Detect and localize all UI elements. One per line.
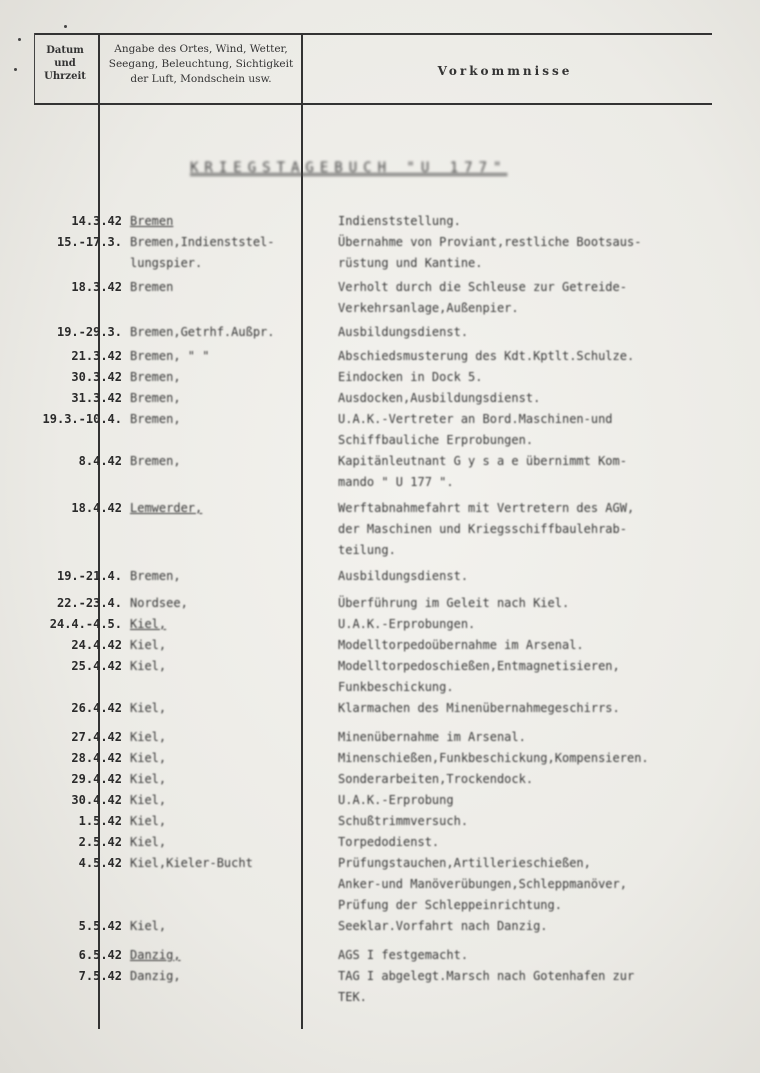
log-entries — [0, 211, 760, 1008]
entry-event-line: Schußtrimmversuch. — [338, 814, 469, 828]
entry-event-line: Indienststellung. — [338, 214, 461, 228]
entry-date: 19.-29.3. — [56, 325, 122, 339]
entry-event-line: Funkbeschickung. — [338, 680, 454, 694]
entry-place-line: Bremen, — [130, 569, 181, 583]
entry-date: 25.4.42 — [71, 659, 122, 673]
entry-date: 24.4.42 — [71, 638, 122, 652]
entry-event-line: Überführung im Geleit nach Kiel. — [338, 596, 570, 610]
entry-event — [338, 498, 748, 561]
log-entry-row — [0, 916, 760, 945]
log-entry-row — [0, 211, 760, 232]
entry-date: 4.5.42 — [78, 856, 122, 870]
entry-date: 14.3.42 — [71, 214, 122, 228]
entry-event — [338, 367, 748, 388]
entry-place — [130, 916, 305, 937]
entry-place-line: Bremen,Indienststel- — [130, 235, 275, 249]
entry-date: 8.4.42 — [78, 454, 122, 468]
entry-place-line: Kiel, — [130, 751, 167, 765]
header-top-rule — [34, 33, 712, 35]
entry-event — [338, 656, 748, 698]
entry-place — [130, 769, 305, 790]
entry-place — [130, 614, 305, 635]
entry-event-line: Anker-und Manöverübungen,Schleppmanöver, — [338, 877, 627, 891]
entry-place — [130, 409, 305, 430]
entry-event-line: U.A.K.-Erprobung — [338, 793, 454, 807]
entry-event — [338, 748, 748, 769]
log-entry-row — [0, 409, 760, 451]
entry-date: 2.5.42 — [78, 835, 122, 849]
entry-place-line: Kiel, — [130, 617, 167, 631]
entry-event-line: Ausdocken,Ausbildungsdienst. — [338, 391, 541, 405]
entry-event — [338, 698, 748, 719]
log-entry-row — [0, 593, 760, 614]
entry-place — [130, 346, 305, 367]
log-entry-row — [0, 346, 760, 367]
entry-place — [130, 832, 305, 853]
entry-event-line: Schiffbauliche Erprobungen. — [338, 433, 534, 447]
entry-event — [338, 566, 748, 587]
log-entry-row — [0, 832, 760, 853]
entry-event-line: Ausbildungsdienst. — [338, 569, 469, 583]
header-events-column: Vorkommnisse — [437, 64, 573, 78]
entry-event — [338, 451, 748, 493]
entry-event — [338, 916, 748, 937]
log-entry-row — [0, 656, 760, 698]
entry-date: 24.4.-4.5. — [49, 617, 122, 631]
entry-place — [130, 277, 305, 298]
log-entry-row — [0, 277, 760, 322]
entry-place — [130, 656, 305, 677]
log-entry-row — [0, 322, 760, 346]
entry-place-line: Danzig, — [130, 948, 181, 962]
entry-event-line: TAG I abgelegt.Marsch nach Gotenhafen zur — [338, 969, 635, 983]
entry-place — [130, 635, 305, 656]
log-entry-row — [0, 853, 760, 916]
entry-event — [338, 966, 748, 1008]
entry-place — [130, 790, 305, 811]
log-entry-row — [0, 566, 760, 593]
entry-place-line: Bremen, — [130, 412, 181, 426]
entry-event-line: Verkehrsanlage,Außenpier. — [338, 301, 519, 315]
entry-event — [338, 853, 748, 916]
entry-date: 19.-21.4. — [56, 569, 122, 583]
log-entry-row — [0, 232, 760, 277]
entry-event-line: Ausbildungsdienst. — [338, 325, 469, 339]
entry-place-line: Kiel, — [130, 659, 167, 673]
entry-event-line: Verholt durch die Schleuse zur Getreide- — [338, 280, 627, 294]
entry-place-line: Bremen,Getrhf.Außpr. — [130, 325, 275, 339]
entry-event — [338, 388, 748, 409]
entry-place-line: Kiel, — [130, 638, 167, 652]
log-entry-row — [0, 748, 760, 769]
log-entry-row — [0, 388, 760, 409]
entry-event — [338, 593, 748, 614]
entry-event-line: Kapitänleutnant G y s a e übernimmt Kom- — [338, 454, 627, 468]
entry-event — [338, 346, 748, 367]
entry-event-line: TEK. — [338, 990, 367, 1004]
entry-place — [130, 232, 305, 274]
entry-place-line: Bremen, — [130, 391, 181, 405]
entry-place — [130, 853, 305, 874]
entry-event-line: Seeklar.Vorfahrt nach Danzig. — [338, 919, 548, 933]
entry-event-line: Eindocken in Dock 5. — [338, 370, 483, 384]
entry-date: 29.4.42 — [71, 772, 122, 786]
entry-event — [338, 769, 748, 790]
margin-mark — [14, 68, 17, 71]
entry-event-line: Minenübernahme im Arsenal. — [338, 730, 526, 744]
log-entry-row — [0, 635, 760, 656]
entry-event-line: Prüfung der Schleppeinrichtung. — [338, 898, 562, 912]
entry-event-line: Übernahme von Proviant,restliche Bootsaus- — [338, 235, 642, 249]
entry-place — [130, 966, 305, 987]
entry-event-line: AGS I festgemacht. — [338, 948, 469, 962]
entry-place-line: Lemwerder, — [130, 501, 203, 515]
entry-place-line: Danzig, — [130, 969, 181, 983]
header-left-rule — [34, 33, 35, 103]
entry-date: 21.3.42 — [71, 349, 122, 363]
entry-place — [130, 211, 305, 232]
entry-place-line: Kiel, — [130, 701, 167, 715]
entry-place-line: Bremen, " " — [130, 349, 210, 363]
entry-date: 30.4.42 — [71, 793, 122, 807]
entry-event-line: Minenschießen,Funkbeschickung,Kompensieren. — [338, 751, 649, 765]
entry-event-line: rüstung und Kantine. — [338, 256, 483, 270]
entry-place-line: Kiel,Kieler-Bucht — [130, 856, 253, 870]
log-entry-row — [0, 367, 760, 388]
entry-event — [338, 322, 748, 343]
entry-event — [338, 232, 748, 274]
margin-mark — [18, 38, 21, 41]
entry-place-line: Bremen, — [130, 454, 181, 468]
entry-place-line: Kiel, — [130, 919, 167, 933]
header-date-line: und — [54, 58, 76, 69]
entry-place — [130, 698, 305, 719]
entry-date: 7.5.42 — [78, 969, 122, 983]
entry-event-line: Abschiedsmusterung des Kdt.Kptlt.Schulze. — [338, 349, 635, 363]
log-entry-row — [0, 945, 760, 966]
entry-event — [338, 790, 748, 811]
entry-event — [338, 409, 748, 451]
entry-date: 31.3.42 — [71, 391, 122, 405]
entry-place-line: Nordsee, — [130, 596, 188, 610]
entry-event — [338, 635, 748, 656]
entry-place-line: Bremen, — [130, 370, 181, 384]
entry-date: 18.3.42 — [71, 280, 122, 294]
entry-date: 18.4.42 — [71, 501, 122, 515]
entry-place-line: Kiel, — [130, 793, 167, 807]
entry-date: 15.-17.3. — [56, 235, 122, 249]
entry-event — [338, 614, 748, 635]
header-date-column — [36, 44, 94, 83]
entry-event-line: Sonderarbeiten,Trockendock. — [338, 772, 534, 786]
log-entry-row — [0, 790, 760, 811]
entry-date: 5.5.42 — [78, 919, 122, 933]
log-entry-row — [0, 769, 760, 790]
header-place-line: der Luft, Mondschein usw. — [130, 73, 272, 85]
entry-place — [130, 388, 305, 409]
margin-mark — [64, 25, 67, 28]
entry-place — [130, 811, 305, 832]
entry-date: 6.5.42 — [78, 948, 122, 962]
entry-place-line: Bremen — [130, 280, 174, 294]
entry-event-line: Prüfungstauchen,Artillerieschießen, — [338, 856, 591, 870]
entry-place-line: Kiel, — [130, 814, 167, 828]
entry-date: 27.4.42 — [71, 730, 122, 744]
entry-event-line: Klarmachen des Minenübernahmegeschirrs. — [338, 701, 620, 715]
entry-event-line: U.A.K.-Erprobungen. — [338, 617, 476, 631]
entry-event — [338, 945, 748, 966]
entry-place-line: Kiel, — [130, 772, 167, 786]
entry-event — [338, 832, 748, 853]
log-entry-row — [0, 614, 760, 635]
entry-event — [338, 211, 748, 232]
header-place-line: Angabe des Ortes, Wind, Wetter, — [114, 43, 288, 55]
header-date-line: Uhrzeit — [44, 71, 86, 82]
entry-place — [130, 322, 305, 343]
log-entry-row — [0, 451, 760, 498]
entry-date: 28.4.42 — [71, 751, 122, 765]
entry-event-line: Werftabnahmefahrt mit Vertretern des AGW, — [338, 501, 635, 515]
log-entry-row — [0, 966, 760, 1008]
header-date-line: Datum — [46, 45, 84, 56]
entry-event — [338, 811, 748, 832]
entry-place — [130, 945, 305, 966]
log-entry-row — [0, 498, 760, 566]
log-entry-row — [0, 698, 760, 727]
log-entry-row — [0, 727, 760, 748]
entry-date: 1.5.42 — [78, 814, 122, 828]
entry-place — [130, 451, 305, 472]
entry-place — [130, 727, 305, 748]
entry-date: 26.4.42 — [71, 701, 122, 715]
entry-place — [130, 498, 305, 519]
entry-date: 30.3.42 — [71, 370, 122, 384]
entry-event-line: Modelltorpedoübernahme im Arsenal. — [338, 638, 584, 652]
entry-place-line: Kiel, — [130, 835, 167, 849]
entry-place — [130, 748, 305, 769]
log-entry-row — [0, 811, 760, 832]
entry-place — [130, 593, 305, 614]
entry-event-line: der Maschinen und Kriegsschiffbaulehrab- — [338, 522, 627, 536]
entry-date: 22.-23.4. — [56, 596, 122, 610]
entry-place-line: Kiel, — [130, 730, 167, 744]
entry-date: 19.3.-10.4. — [42, 412, 122, 426]
entry-place — [130, 367, 305, 388]
entry-event — [338, 277, 748, 319]
entry-event-line: mando " U 177 ". — [338, 475, 454, 489]
header-bottom-rule — [34, 103, 712, 105]
entry-event — [338, 727, 748, 748]
document-title: KRIEGSTAGEBUCH "U 177" — [190, 160, 508, 176]
entry-event-line: U.A.K.-Vertreter an Bord.Maschinen-und — [338, 412, 613, 426]
entry-event-line: Modelltorpedoschießen,Entmagnetisieren, — [338, 659, 620, 673]
entry-event-line: Torpedodienst. — [338, 835, 440, 849]
entry-place — [130, 566, 305, 587]
entry-place-line: lungspier. — [130, 256, 203, 270]
header-place-line: Seegang, Beleuchtung, Sichtigkeit — [108, 58, 294, 70]
entry-event-line: teilung. — [338, 543, 396, 557]
entry-place-line: Bremen — [130, 214, 174, 228]
header-place-column — [104, 42, 298, 87]
